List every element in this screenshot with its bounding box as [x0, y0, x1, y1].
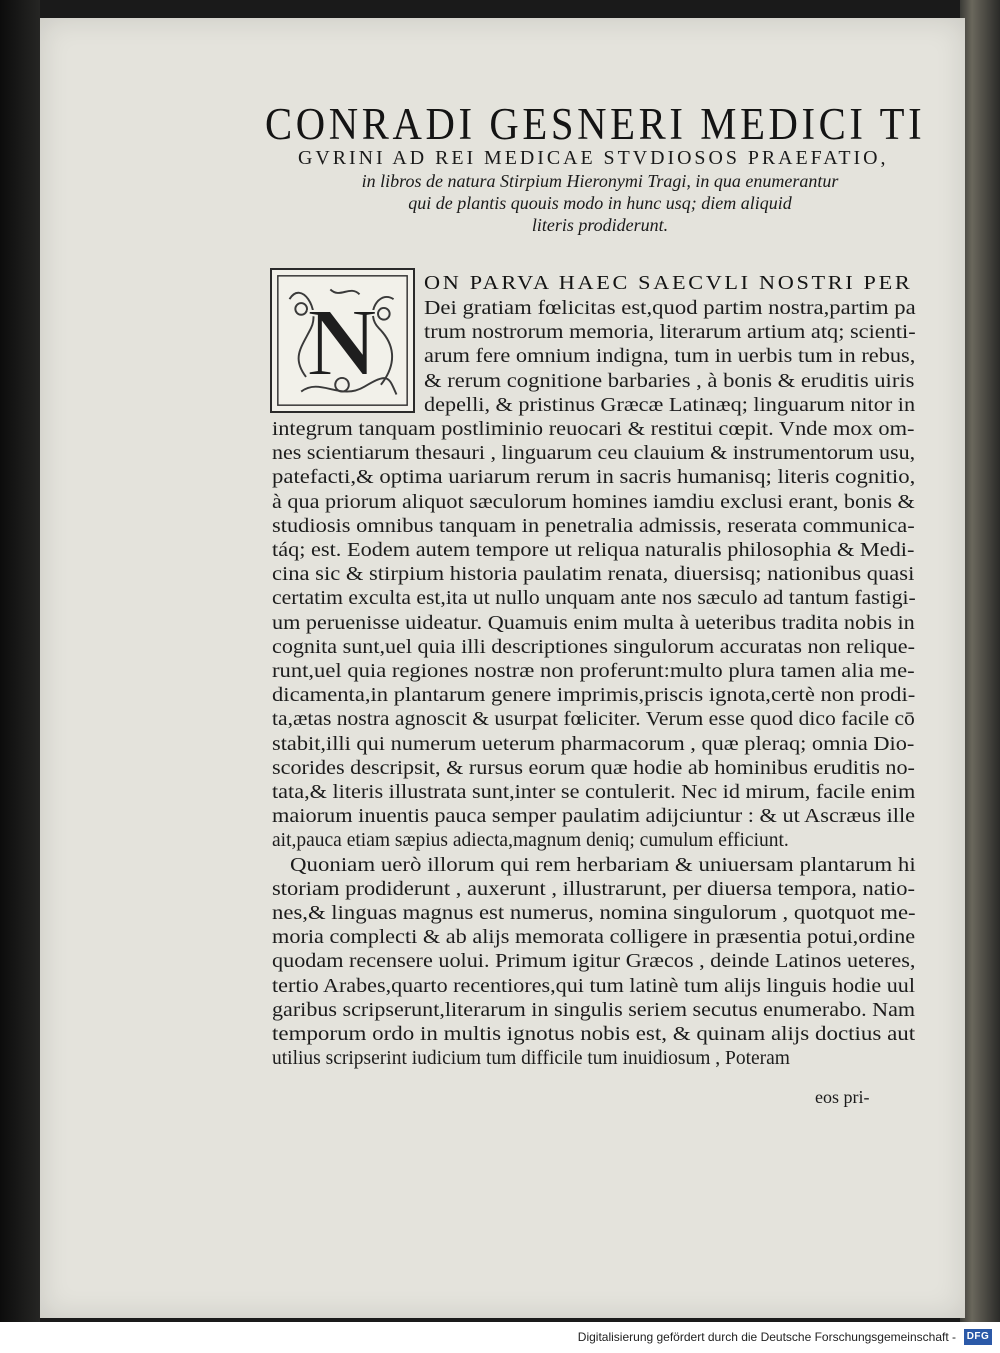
body-line: patefacti,& optima uariarum rerum in sacris humanisq; literis cognitio,	[272, 467, 916, 489]
body-line: Dei gratiam fœlicitas est,quod partim nostra,partim pa	[424, 298, 916, 319]
body-line: temporum ordo in multis ignotus nobis est, & quinam alijs doctius aut	[272, 1024, 916, 1045]
subtitle-line-1: in libros de natura Stirpium Hieronymi Tragi, in qua enumerantur	[361, 171, 839, 191]
body-line: utilius scripserint iudicium tum difficile tum inuidiosum , Poteram	[272, 1048, 790, 1070]
title-line-2: GVRINI AD REI MEDICAE STVDIOSOS PRAEFATIO,	[298, 147, 889, 169]
body-line: ta,ætas nostra agnoscit & usurpat fœliciter. Verum esse quod dico facile cō	[272, 709, 915, 731]
dfg-logo-icon: DFG	[964, 1329, 992, 1345]
catchword: eos pri-	[815, 1087, 870, 1107]
body-line: trum nostrorum memoria, literarum artium atq; scienti-	[424, 322, 916, 344]
body-line: quodam recensere uolui. Primum igitur Græcos , deinde Latinos ueteres,	[272, 951, 916, 973]
body-line: runt,uel quia regiones nostræ non proferunt:multo plura tamen alia me-	[272, 661, 915, 682]
body-line: maiorum inuentis pauca semper paulatim adijciuntur : & ut Ascræus ille	[272, 806, 916, 828]
body-line: tertio Arabes,quarto recentiores,qui tum latinè tum alijs linguis hodie uul	[272, 975, 915, 997]
body-line: garibus scripserunt,literarum in singulis seriem secutus enumerabo. Nam	[272, 999, 916, 1021]
title-line-1: CONRADI GESNERI MEDICI TI	[265, 99, 926, 149]
subtitle-line-2: qui de plantis quouis modo in hunc usq; diem aliquid	[408, 193, 792, 213]
body-line: nes,& linguas magnus est numerus, nomina singulorum , quotquot me-	[272, 903, 916, 924]
body-line: certatim exculta est,ita ut nullo unquam ante nos sæculo ad tantum fastigi-	[272, 588, 916, 610]
body-line: stabit,illi qui numerum ueterum pharmacorum , quæ pleraq; omnia Dio-	[272, 733, 915, 755]
subtitle-line-3: literis prodiderunt.	[531, 215, 669, 235]
body-line: scorides descripsit, & rursus eorum quæ hodie ab hominibus eruditis no-	[272, 757, 915, 779]
body-line: moria complecti & ab alijs memorata colligere in præsentia potui,ordine	[272, 927, 916, 949]
body-line: táq; est. Eodem autem tempore ut reliqua naturalis philosophia & Medi-	[272, 540, 915, 561]
book-binding-left	[0, 0, 40, 1322]
book-edge-right	[960, 0, 1000, 1322]
body-line: arum fere omnium indigna, tum in uerbis tum in rebus,	[424, 346, 916, 368]
body-line: um peruenisse uideatur. Quamuis enim multa à ueteribus tradita nobis in	[272, 612, 915, 634]
body-line: depelli, & pristinus Græcæ Latinæq; linguarum nitor in	[424, 394, 916, 416]
opening-line: ON PARVA HAEC SAECVLI NOSTRI PER	[424, 272, 913, 294]
body-line: Quoniam uerò illorum qui rem herbariam & uniuersam plantarum hi	[290, 854, 916, 876]
body-line: tata,& literis illustrata sunt,inter se contulerit. Nec id mirum, facile enim	[272, 782, 916, 803]
body-line: dicamenta,in plantarum genere imprimis,priscis ignota,certè non prodi-	[272, 685, 916, 707]
body-line: & rerum cognitione barbaries , à bonis & eruditis uiris	[424, 370, 915, 392]
body-line: studiosis omnibus tanquam in penetralia admissis, reserata communica-	[272, 515, 915, 537]
body-line: storiam prodiderunt , auxerunt , illustrarunt, per diuersa tempora, natio-	[272, 878, 916, 900]
body-line: nes scientiarum thesauri , linguarum ceu clauium & instrumentorum usu,	[272, 443, 916, 465]
body-line: cognita sunt,uel quia illi descriptiones singulorum accuratas non relique-	[272, 636, 915, 658]
funding-note: Digitalisierung gefördert durch die Deutsche Forschungsgemeinschaft -	[577, 1330, 956, 1344]
initial-letter: N	[306, 289, 378, 398]
decorated-initial-icon	[270, 268, 415, 413]
body-line: ait,pauca etiam sæpius adiecta,magnum deniq; cumulum efficiunt.	[272, 830, 789, 852]
body-line: integrum tanquam postliminio reuocari & restitui cœpit. Vnde mox om-	[272, 419, 915, 440]
body-line: cina sic & stirpium historia paulatim renata, diuersisq; nationibus quasi	[272, 564, 915, 586]
body-line: à qua priorum aliquot sæculorum homines iamdiu exclusi erant, bonis &	[272, 491, 915, 513]
footer-bar	[0, 1322, 1000, 1353]
